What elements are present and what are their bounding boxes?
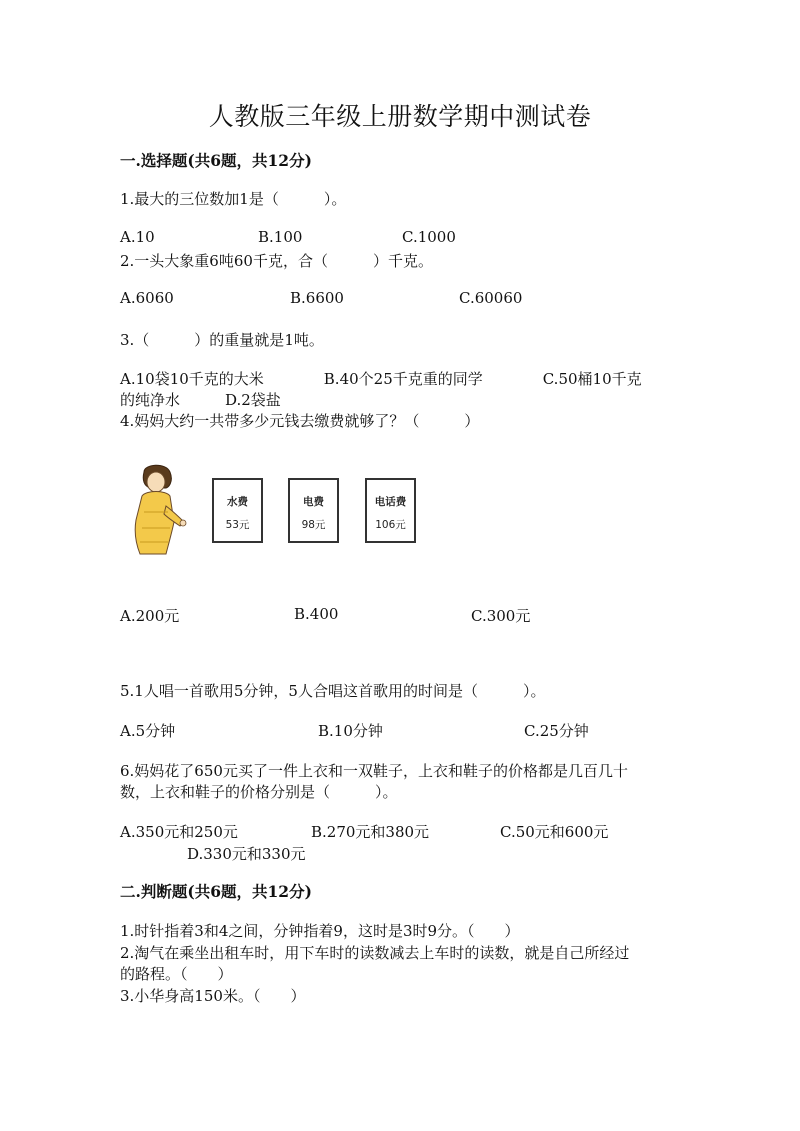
bill-title: 水费 [227,496,248,508]
question-4-text: 4.妈妈大约一共带多少元钱去缴费就够了？（ ） [120,412,480,430]
q2-option-b: B.6600 [290,289,344,307]
judgement-question-1: 1.时针指着3和4之间，分钟指着9，这时是3时9分。（ ） [120,922,520,940]
q3-options-line-2: 的纯净水 D.2袋盐 [120,391,281,409]
q5-option-c: C.25分钟 [524,722,589,740]
q6-option-b: B.270元和380元 [311,823,430,841]
phone-bill-card [365,478,416,543]
question-5-text: 5.1人唱一首歌用5分钟，5人合唱这首歌用的时间是（ ）。 [120,682,546,700]
q6-option-c: C.50元和600元 [500,823,609,841]
question-1-text: 1.最大的三位数加1是（ ）。 [120,190,347,208]
section-heading-choice: 一.选择题(共6题，共12分) [120,151,312,170]
q1-option-b: B.100 [258,228,303,246]
question-6-text-line-2: 数，上衣和鞋子的价格分别是（ ）。 [120,783,398,801]
q4-illustration [122,462,422,558]
question-2-text: 2.一头大象重6吨60千克，合（ ）千克。 [120,252,433,270]
q1-option-c: C.1000 [402,228,456,246]
page-title: 人教版三年级上册数学期中测试卷 [208,102,592,131]
q4-option-a: A.200元 [120,607,180,625]
electricity-bill-card [288,478,339,543]
bill-amount: 106元 [375,519,406,531]
q3-options-line-1: A.10袋10千克的大米 B.40个25千克重的同学 C.50桶10千克 [120,370,642,388]
section-heading-judgement: 二.判断题(共6题，共12分) [120,882,312,901]
question-3-text: 3.（ ）的重量就是1吨。 [120,331,324,349]
judgement-question-2-line-2: 的路程。（ ） [120,965,233,983]
q5-option-b: B.10分钟 [318,722,383,740]
question-6-text-line-1: 6.妈妈花了650元买了一件上衣和一双鞋子，上衣和鞋子的价格都是几百几十 [120,762,628,780]
judgement-question-2-line-1: 2.淘气在乘坐出租车时，用下车时的读数减去上车时的读数，就是自己所经过 [120,944,630,962]
q6-option-d: D.330元和330元 [187,845,306,863]
judgement-question-3: 3.小华身高150米。（ ） [120,987,306,1005]
bill-amount: 98元 [301,519,326,531]
q2-option-a: A.6060 [120,289,174,307]
bill-title: 电费 [303,496,324,508]
q2-option-c: C.60060 [459,289,523,307]
q6-option-a: A.350元和250元 [120,823,238,841]
q5-option-a: A.5分钟 [120,722,176,740]
q1-option-a: A.10 [120,228,155,246]
q4-option-b: B.400 [294,605,339,623]
mother-figure-icon [122,462,188,556]
q4-option-c: C.300元 [471,607,531,625]
bill-amount: 53元 [225,519,250,531]
water-bill-card [212,478,263,543]
bill-title: 电话费 [374,496,407,508]
